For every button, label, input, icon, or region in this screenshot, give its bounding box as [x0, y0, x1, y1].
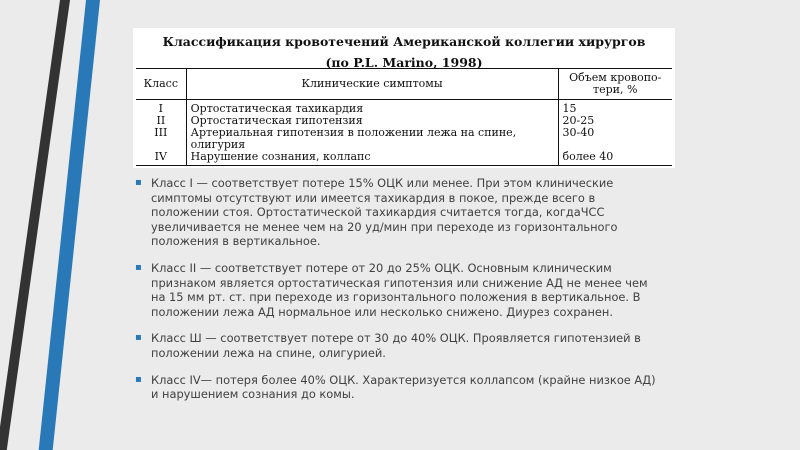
table-row — [136, 127, 672, 151]
bullet-icon: ▪ — [135, 332, 142, 344]
classification-table — [136, 68, 672, 166]
bullet-icon: ▪ — [135, 177, 142, 188]
header-volume: Объем кровопо- тери, % — [558, 69, 672, 100]
row-volume: 30-40 — [558, 127, 672, 151]
paragraph-class-1 — [133, 176, 663, 249]
paragraph-text: Класс II — соответствует потере от 20 до 25% ОЦК. Основным клиническим признаком является ортостатическая гипотензия или снижение АД не менее чем на 15 мм рт. ст. при переходе из горизонтального положения в вертикальное. В положении лежа АД нормальное или несколько снижено. Диурез сохранен. — [151, 260, 648, 319]
table-title-line1: Классификация кровотечений Американской коллегии хирургов — [162, 34, 646, 49]
paragraph-class-3 — [133, 331, 663, 360]
row-class: III — [154, 126, 168, 139]
row-symptoms: Нарушение сознания, коллапс — [186, 151, 558, 166]
header-symptoms: Клинические симптомы — [186, 69, 558, 100]
row-symptoms: Ортостатическая гипотензия — [186, 115, 558, 127]
table-header-row — [136, 69, 672, 100]
paragraph-class-2 — [133, 261, 663, 319]
table-title-line2: (по P.L. Marino, 1998) — [325, 55, 483, 70]
paragraph-text: Класс Ш — соответствует потере от 30 до 40% ОЦК. Проявляется гипотензией в положении лежа на спине, олигурией. — [151, 331, 641, 360]
header-class: Класс — [136, 69, 186, 100]
row-volume: 20-25 — [558, 115, 672, 127]
row-class: II — [156, 114, 166, 127]
row-class: I — [158, 102, 163, 115]
paragraph-text: Класс IV— потеря более 40% ОЦК. Характеризуется коллапсом (крайне низкое АД) и нарушением сознания до комы. — [151, 372, 656, 402]
row-volume: более 40 — [558, 151, 672, 166]
paragraph-text: Класс I — соответствует потере 15% ОЦК или менее. При этом клинические симптомы отсутствуют или имеется тахикардия в покое, прежде всего в положении стоя. Ортостатической тахикардия считается тогда, когдаЧСС увеличивается не менее чем на 20 уд/мин при переходе из горизонтального положения в вертикальное. — [151, 176, 618, 249]
decorative-blue-stripe — [39, 0, 100, 450]
row-class: IV — [136, 151, 186, 166]
bullet-icon: ▪ — [135, 261, 142, 273]
classification-table-image — [133, 28, 675, 168]
paragraph-class-4 — [133, 373, 663, 402]
table-row — [136, 151, 672, 166]
row-volume: 15 — [558, 100, 672, 116]
table-row — [136, 100, 672, 116]
body-text — [133, 176, 663, 414]
row-symptoms: Ортостатическая тахикардия — [186, 100, 558, 116]
row-symptoms: Артериальная гипотензия в положении лежа на спине, олигурия — [186, 127, 558, 151]
bullet-icon: ▪ — [135, 373, 142, 385]
